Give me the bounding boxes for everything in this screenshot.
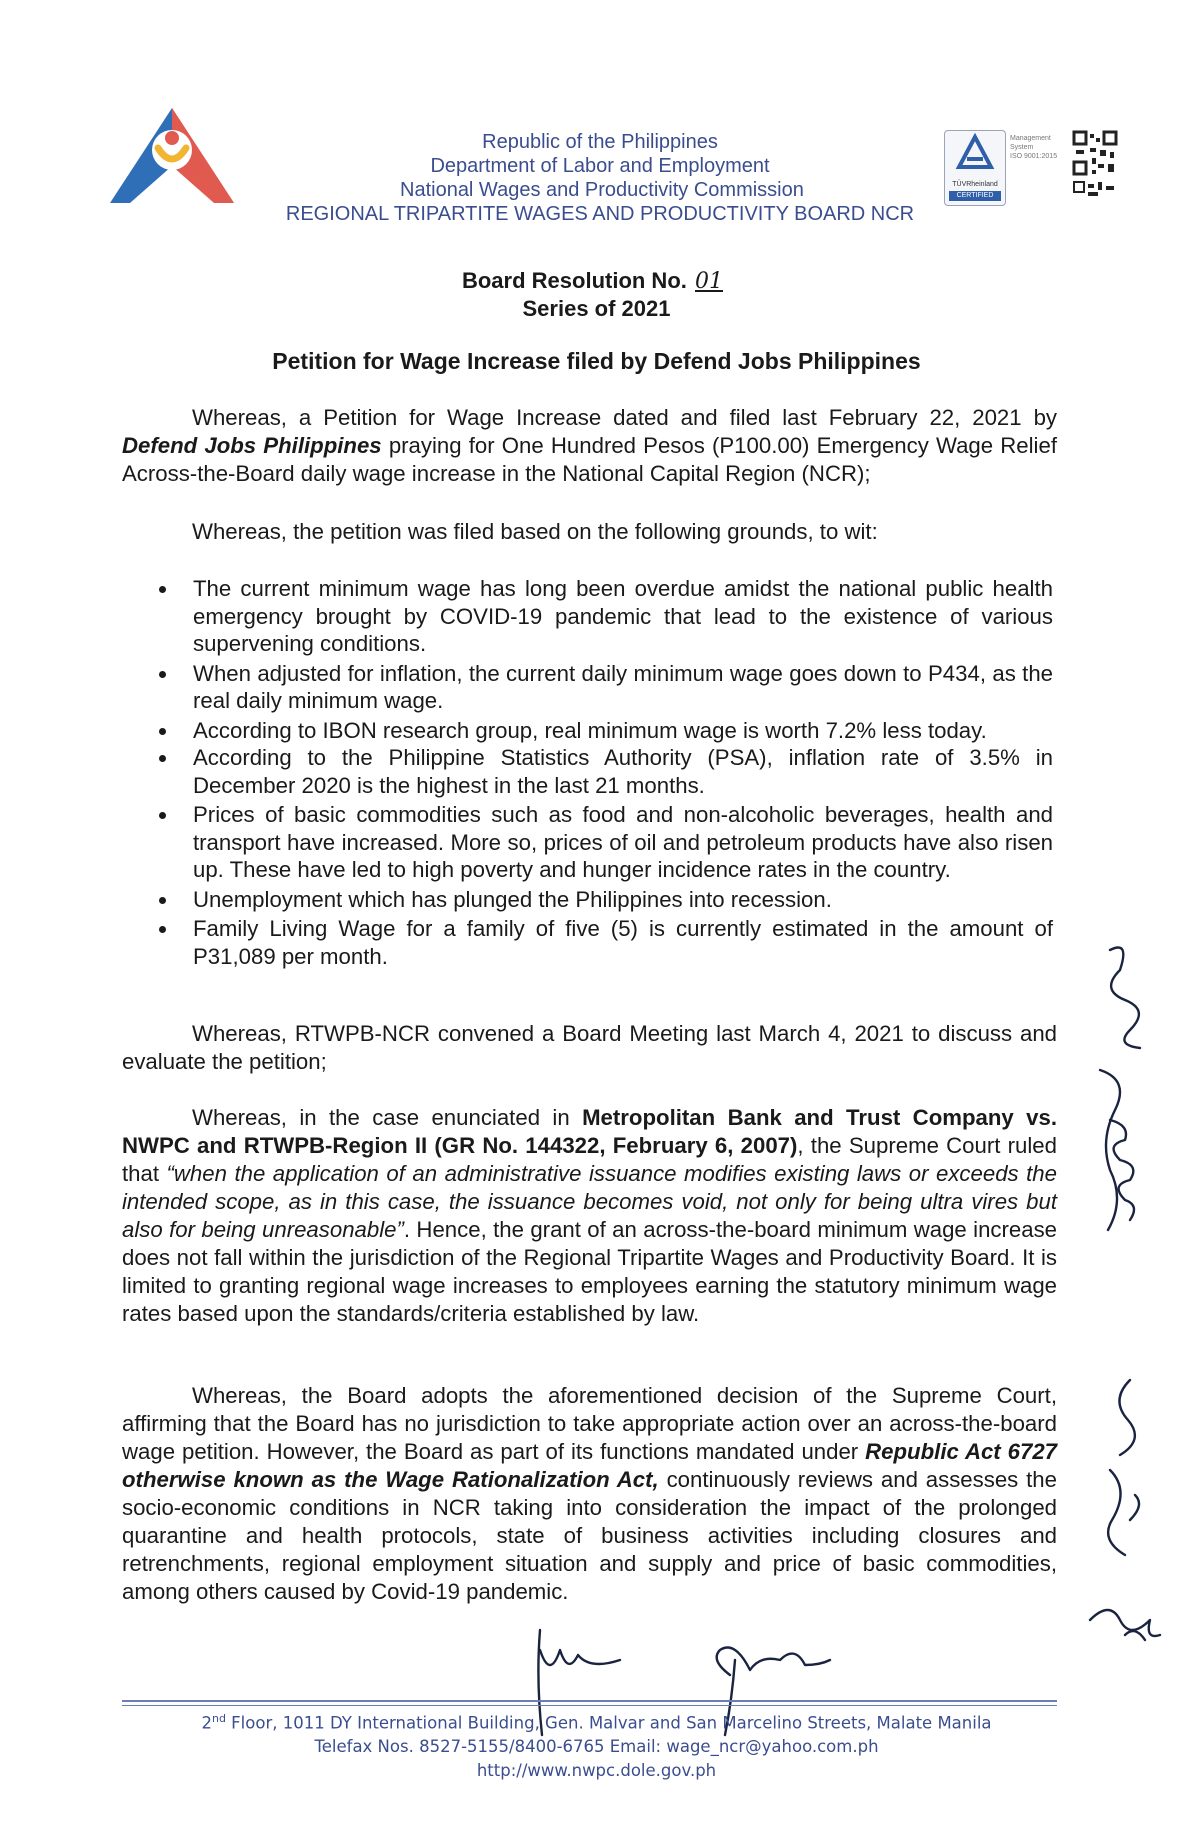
header-department: Department of Labor and Employment [430,155,770,177]
whereas-paragraph-4 [122,1104,1057,1328]
footer-divider [122,1700,1057,1702]
resolution-series: Series of 2021 [522,296,671,321]
resolution-number: 01 [695,269,723,294]
list-item [193,717,1053,745]
header-board: REGIONAL TRIPARTITE WAGES AND PRODUCTIVITY BOARD NCR [285,203,915,225]
p4-text-b: , the Supreme Court ruled that [122,1133,1057,1186]
document-title: Petition for Wage Increase filed by Defend Jobs Philippines [272,348,921,374]
footer-address-pre: 2 [201,1713,212,1733]
ground-text: Prices of basic commodities such as food and non-alcoholic beverages, health and transport have increased. More so, prices of oil and petroleum products have also risen up. These have led to high poverty and hunger incidence rates in the country. [193,802,1053,882]
list-item [193,660,1053,715]
list-item [193,801,1053,884]
cert-iso-text: ISO 9001:2015 [1010,153,1058,160]
p3-text: Whereas, RTWPB-NCR convened a Board Meeting last March 4, 2021 to discuss and evaluate the petition; [122,1021,1057,1074]
p1-text-a: Whereas, a Petition for Wage Increase dated and filed last February 22, 2021 by [192,405,1057,430]
p2-text: Whereas, the petition was filed based on the following grounds, to wit: [192,519,878,544]
list-item [193,886,1053,914]
footer-address-post: Floor, 1011 DY International Building, Gen. Malvar and San Marcelino Streets, Malate Manila [225,1713,992,1733]
p1-petitioner: Defend Jobs Philippines [122,433,382,458]
p4-quote: “when the application of an administrative issuance modifies existing laws or exceeds the intended scope, as in this case, the issuance becomes void, not only for being ultra vires but also for being unreasonable” [122,1161,1057,1242]
p5-republic-act: Republic Act 6727 otherwise known as the Wage Rationalization Act, [122,1439,1057,1492]
bullet-icon [159,728,166,735]
whereas-paragraph-3 [122,1020,1057,1076]
bullet-icon [159,926,166,933]
tuv-badge-name: TÜVRheinland [952,181,998,188]
footer-contact: Telefax Nos. 8527-5155/8400-6765 Email: wage_ncr@yahoo.com.ph [314,1737,879,1756]
ground-text: When adjusted for inflation, the current daily minimum wage goes down to P434, as the real daily minimum wage. [193,660,1053,713]
footer-address [0,1712,1193,1733]
whereas-paragraph-2 [122,518,1057,546]
header-republic: Republic of the Philippines [482,131,718,153]
bullet-icon [159,812,166,819]
cert-system-text: Management System [1010,135,1051,151]
p4-text-a: Whereas, in the case enunciated in [192,1105,583,1130]
list-item [193,744,1053,799]
tuv-triangle-icon [945,131,1005,175]
bullet-icon [159,671,166,678]
bullet-icon [159,897,166,904]
p1-text-b: praying for One Hundred Pesos (P100.00) Emergency Wage Relief Across-the-Board daily wage increase in the National Capital Region (NCR); [122,433,1057,486]
p5-text-a: Whereas, the Board adopts the aforementioned decision of the Supreme Court, affirming that the Board has no jurisdiction to take appropriate action over an across-the-board wage petition. However, the Board as part of its functions mandated under [122,1383,1057,1464]
margin-initials [1070,930,1180,1690]
ground-text: According to the Philippine Statistics Authority (PSA), inflation rate of 3.5% in December 2020 is the highest in the last 21 months. [193,745,1053,798]
list-item [193,575,1053,658]
tuv-certification-badge [944,130,1006,206]
footer-divider-thin [122,1705,1057,1706]
header-commission: National Wages and Productivity Commission [400,179,804,201]
ground-text: The current minimum wage has long been overdue amidst the national public health emergency brought by COVID-19 pandemic that lead to the existence of various supervening conditions. [193,576,1053,656]
resolution-heading [0,267,1193,296]
ground-text: Unemployment which has plunged the Philippines into recession. [193,886,832,912]
p5-text-b: continuously reviews and assesses the socio-economic conditions in NCR taking into consideration the impact of the prolonged quarantine and health protocols, state of business activities including closures and retrenchments, regional employment situation and supply and price of basic commodities, among others caused by Covid-19 pandemic. [122,1467,1057,1604]
footer-website: http://www.nwpc.dole.gov.ph [476,1761,717,1780]
whereas-paragraph-5 [122,1382,1057,1606]
list-item [193,915,1053,970]
footer-address-sup: nd [211,1712,226,1725]
dole-logo [110,108,235,208]
ground-text: According to IBON research group, real minimum wage is worth 7.2% less today. [193,717,987,743]
certification-text [1010,134,1062,161]
p4-text-c: . Hence, the grant of an across-the-board minimum wage increase does not fall within the jurisdiction of the Regional Tripartite Wages and Productivity Board. It is limited to granting regional wage increases to employees earning the statutory minimum wage rates based upon the standards/criteria established by law. [122,1217,1057,1326]
qr-code-icon [1072,130,1118,204]
tuv-certified-label: CERTIFIED [949,191,1001,201]
ground-text: Family Living Wage for a family of five (5) is currently estimated in the amount of P31,089 per month. [193,916,1053,969]
bullet-icon [159,755,166,762]
resolution-label: Board Resolution No. [461,268,687,293]
whereas-paragraph-1 [122,404,1057,488]
grounds-list [193,575,1053,970]
bullet-icon [159,586,166,593]
p4-case-citation: Metropolitan Bank and Trust Company vs. NWPC and RTWPB-Region II (GR No. 144322, February 6, 2007) [122,1105,1057,1158]
